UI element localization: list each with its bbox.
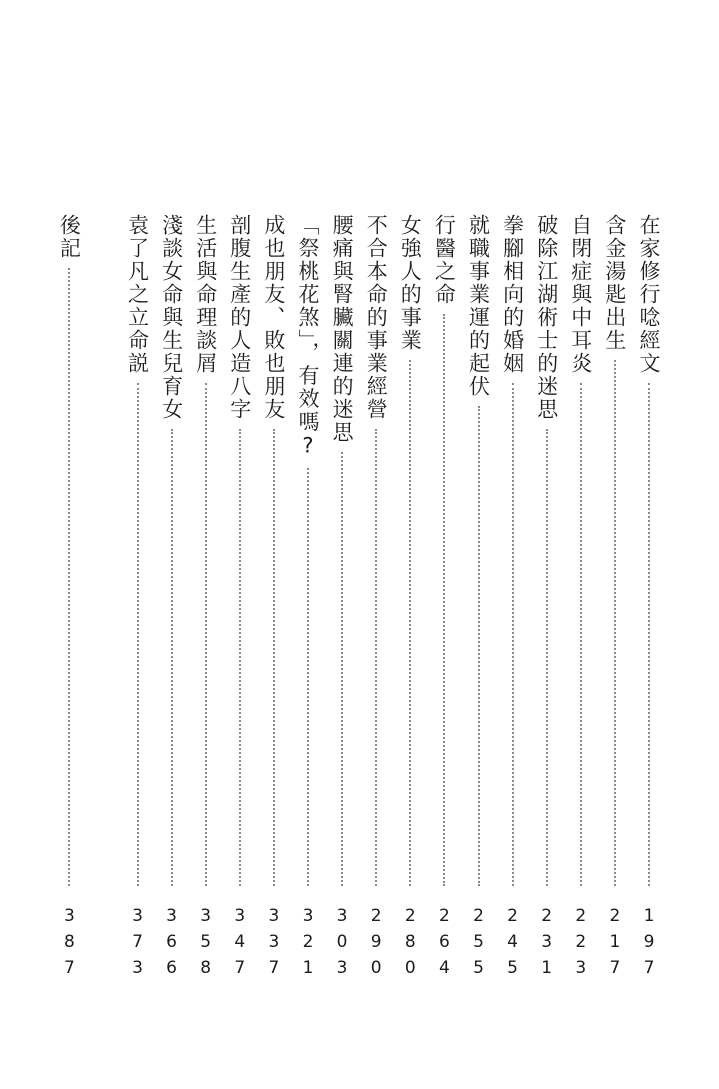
toc-entry-title: 破除江湖術士的迷思: [534, 214, 559, 421]
toc-entry[interactable]: [500, 214, 526, 984]
toc-entry-page-number: 223: [570, 906, 591, 984]
toc-entry-page-number: 197: [639, 906, 659, 984]
toc-entry[interactable]: [329, 214, 355, 984]
toc-entry[interactable]: [56, 214, 82, 984]
toc-entry[interactable]: [636, 214, 662, 984]
toc-entry-page-number: 366: [161, 906, 182, 984]
toc-entry[interactable]: [227, 214, 253, 984]
toc-entry-page-number: 290: [366, 906, 387, 984]
toc-entry-page-number: 387: [59, 906, 80, 984]
toc-entry-title: 拳腳相向的婚姻: [500, 214, 525, 375]
toc-entry[interactable]: [193, 214, 219, 984]
dot-leader: [341, 452, 343, 886]
toc-entry[interactable]: [159, 214, 185, 984]
toc-entry-title: 就職事業運的起伏: [466, 214, 491, 398]
dot-leader: [409, 360, 411, 886]
toc-entry[interactable]: [534, 214, 560, 984]
toc-entry-title: 淺談女命與生兒育女: [159, 214, 184, 421]
dot-leader: [205, 383, 207, 886]
toc-entry-page-number: 321: [298, 906, 318, 984]
toc-entry-title: 後記: [57, 214, 82, 260]
dot-leader: [443, 314, 445, 886]
toc-entry-title: 剖腹生產的人造八字: [227, 214, 252, 421]
toc-entry-title: 袁了凡之立命説: [125, 214, 150, 375]
toc-entry[interactable]: [602, 214, 628, 984]
toc-entry[interactable]: [295, 214, 321, 984]
toc-entry[interactable]: [466, 214, 492, 984]
dot-leader: [171, 429, 173, 886]
toc-entry-title: 含金湯匙出生: [602, 214, 627, 352]
toc-entry[interactable]: [397, 214, 423, 984]
toc-entry[interactable]: [261, 214, 287, 984]
dot-leader: [512, 383, 514, 886]
toc-entry[interactable]: [125, 214, 151, 984]
dot-leader: [648, 383, 650, 886]
toc-entry-title: 不合本命的事業經營: [364, 214, 389, 421]
dot-leader: [580, 383, 582, 886]
toc-entry-page-number: 373: [127, 906, 148, 984]
toc-entry-page-number: 255: [468, 906, 489, 984]
dot-leader: [68, 268, 70, 886]
toc-entry-title: 在家修行唸經文: [637, 214, 661, 375]
dot-leader: [239, 429, 241, 886]
toc-entry-page-number: 347: [229, 906, 250, 984]
toc-entry-page-number: 337: [263, 906, 284, 984]
dot-leader: [614, 360, 616, 886]
toc-entry[interactable]: [431, 214, 457, 984]
toc-entry-page-number: 280: [400, 906, 421, 984]
toc-entry-title: 「祭桃花煞」，有效嗎?: [296, 214, 320, 460]
dot-leader: [307, 468, 309, 887]
toc-entry-page-number: 264: [434, 906, 455, 984]
toc-entry-page-number: 358: [195, 906, 216, 984]
toc-entry-title: 生活與命理談屑: [193, 214, 218, 375]
toc-entry[interactable]: [568, 214, 594, 984]
toc-entry-title: 自閉症與中耳炎: [568, 214, 593, 375]
toc-entry-page-number: 217: [604, 906, 625, 984]
toc-entry-page-number: 303: [332, 906, 353, 984]
toc-entry-title: 腰痛與腎臟關連的迷思: [330, 214, 355, 444]
dot-leader: [273, 429, 275, 886]
dot-leader: [478, 406, 480, 886]
toc-entry-title: 女強人的事業: [398, 214, 423, 352]
dot-leader: [375, 429, 377, 886]
toc-entry-title: 行醫之命: [432, 214, 457, 306]
toc-entry-title: 成也朋友、敗也朋友: [261, 214, 286, 421]
toc-entry-page-number: 245: [502, 906, 523, 984]
dot-leader: [137, 383, 139, 886]
dot-leader: [546, 429, 548, 886]
toc-entry[interactable]: [363, 214, 389, 984]
toc-entry-page-number: 231: [536, 906, 557, 984]
